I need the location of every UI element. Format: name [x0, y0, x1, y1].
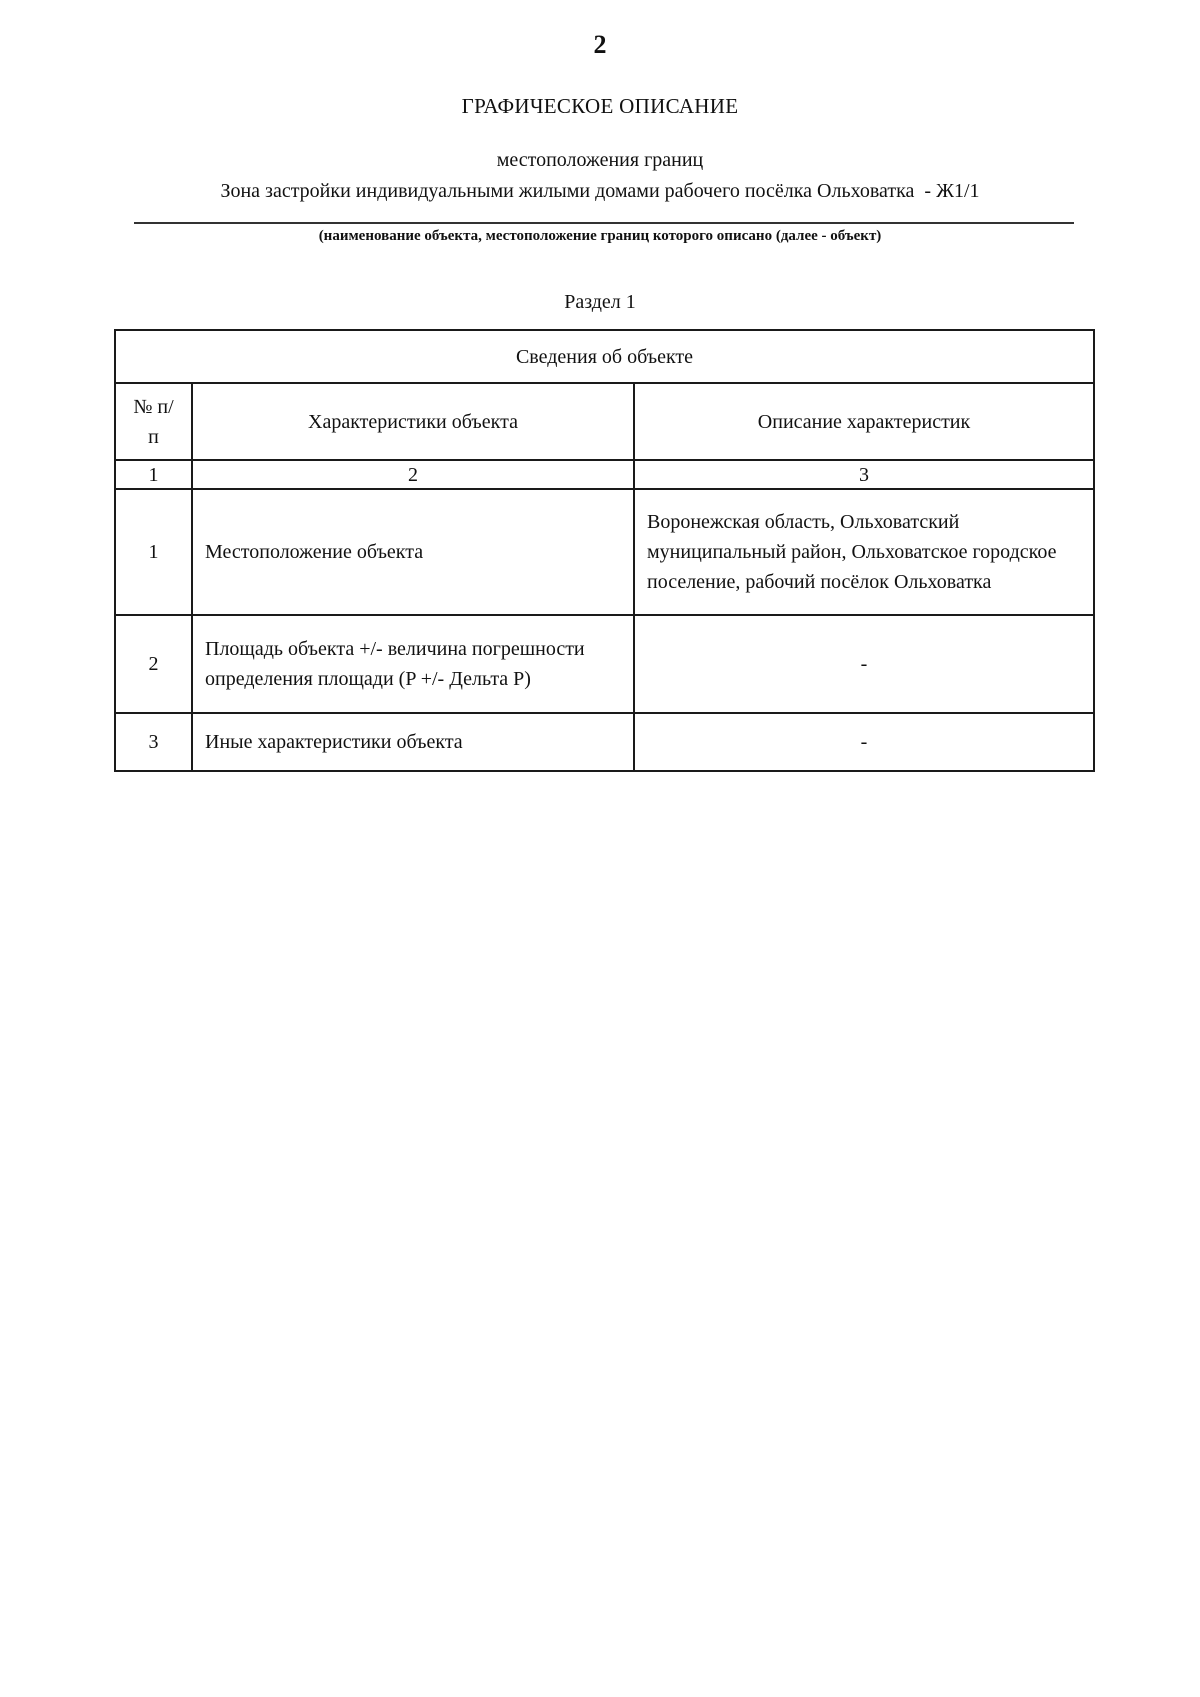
document-title: ГРАФИЧЕСКОЕ ОПИСАНИЕ [461, 94, 739, 118]
row-number: 2 [115, 615, 192, 713]
table-column-header-row [115, 383, 1094, 460]
row-number: 3 [115, 713, 192, 771]
page-number: 2 [593, 30, 607, 59]
column-number-3: 3 [634, 460, 1094, 489]
row-number: 1 [115, 489, 192, 615]
row-characteristic: Площадь объекта +/- величина погрешности определения площади (P +/- Дельта P) [192, 615, 634, 713]
row-description: Воронежская область, Ольховатский муниципальный район, Ольховатское городское поселение, рабочий посёлок Ольховатка [634, 489, 1094, 615]
row-characteristic: Иные характеристики объекта [192, 713, 634, 771]
column-header-characteristic: Характеристики объекта [192, 383, 634, 460]
document-subtitle: местоположения границ [496, 149, 704, 171]
column-number-1: 1 [115, 460, 192, 489]
object-name-caption: (наименование объекта, местоположение границ которого описано (далее - объект) [318, 228, 882, 244]
row-characteristic: Местоположение объекта [192, 489, 634, 615]
table-row [115, 713, 1094, 771]
section-label: Раздел 1 [564, 291, 636, 313]
table-row [115, 615, 1094, 713]
object-name: Зона застройки индивидуальными жилыми домами рабочего посёлка Ольховатка - Ж1/1 [220, 180, 980, 202]
object-info-table [114, 329, 1095, 772]
column-header-description: Описание характеристик [634, 383, 1094, 460]
object-name-underline [134, 222, 1074, 224]
table-heading: Сведения об объекте [115, 330, 1094, 383]
row-description: - [634, 615, 1094, 713]
table-column-number-row [115, 460, 1094, 489]
row-description: - [634, 713, 1094, 771]
table-row [115, 489, 1094, 615]
column-header-num: № п/п [115, 383, 192, 460]
table-heading-row [115, 330, 1094, 383]
column-number-2: 2 [192, 460, 634, 489]
